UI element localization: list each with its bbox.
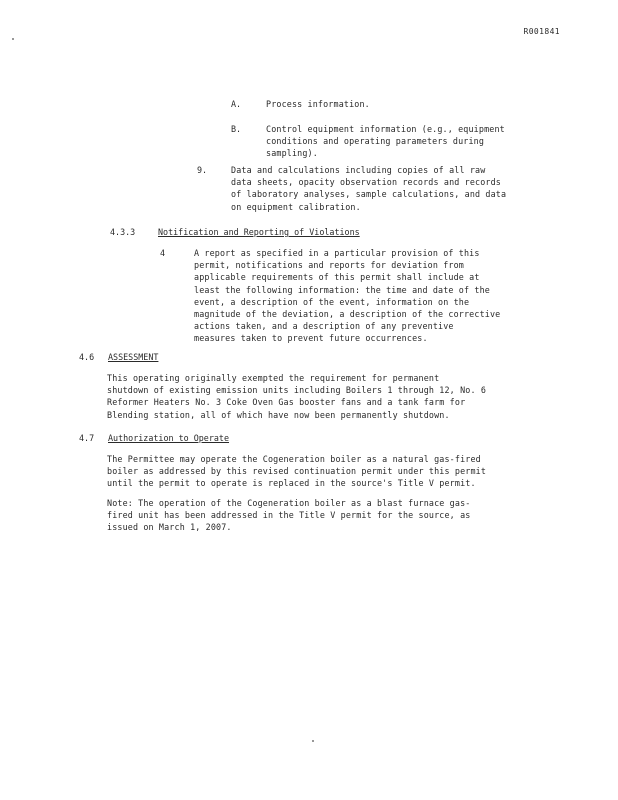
- section-4-6-title: ASSESSMENT: [108, 352, 159, 362]
- item-b-label: B.: [231, 124, 242, 134]
- item-b-text: Control equipment information (e.g., equipment conditions and operating parameters during sampling).: [266, 124, 505, 159]
- section-4-7-number: 4.7: [79, 433, 95, 443]
- document-id: R001841: [523, 27, 560, 36]
- section-4-3-3-number: 4.3.3: [110, 227, 136, 237]
- section-4-3-3-text: A report as specified in a particular provision of this permit, notifications and reports for deviation from applicable requirements of this permit shall include at least the following information: the time and date of the event, a description of the event, information on the magnitude of the deviation, a description of the corrective actions taken, and a description of any preventive measures taken to prevent future occurrences.: [194, 248, 501, 344]
- section-4-7-paragraph-1: The Permittee may operate the Cogeneration boiler as a natural gas-fired boiler as addressed by this revised continuation permit under this permit until the permit to operate is replaced in the source's Title V permit.: [107, 454, 487, 489]
- scan-speck: [12, 38, 14, 40]
- item-9-text: Data and calculations including copies of all raw data sheets, opacity observation records and records of laboratory analyses, sample calculations, and data on equipment calibration.: [231, 165, 507, 212]
- section-4-6-text: This operating originally exempted the requirement for permanent shutdown of existing emission units including Boilers 1 through 12, No. 6 Reformer Heaters No. 3 Coke Oven Gas booster fans and a tank farm for Blending station, all of which have now been permanently shutdown.: [107, 373, 487, 420]
- section-4-3-3-item-label: 4: [160, 248, 166, 258]
- item-9-label: 9.: [197, 165, 208, 175]
- scan-speck: [312, 740, 314, 742]
- section-4-7-paragraph-2: Note: The operation of the Cogeneration boiler as a blast furnace gas- fired unit has been addressed in the Title V permit for the source, as issued on March 1, 2007.: [107, 498, 471, 533]
- item-a-label: A.: [231, 99, 242, 109]
- section-4-7-title: Authorization to Operate: [108, 433, 230, 443]
- section-4-6-number: 4.6: [79, 352, 95, 362]
- section-4-3-3-title: Notification and Reporting of Violations: [158, 227, 360, 237]
- item-a-text: Process information.: [266, 99, 370, 109]
